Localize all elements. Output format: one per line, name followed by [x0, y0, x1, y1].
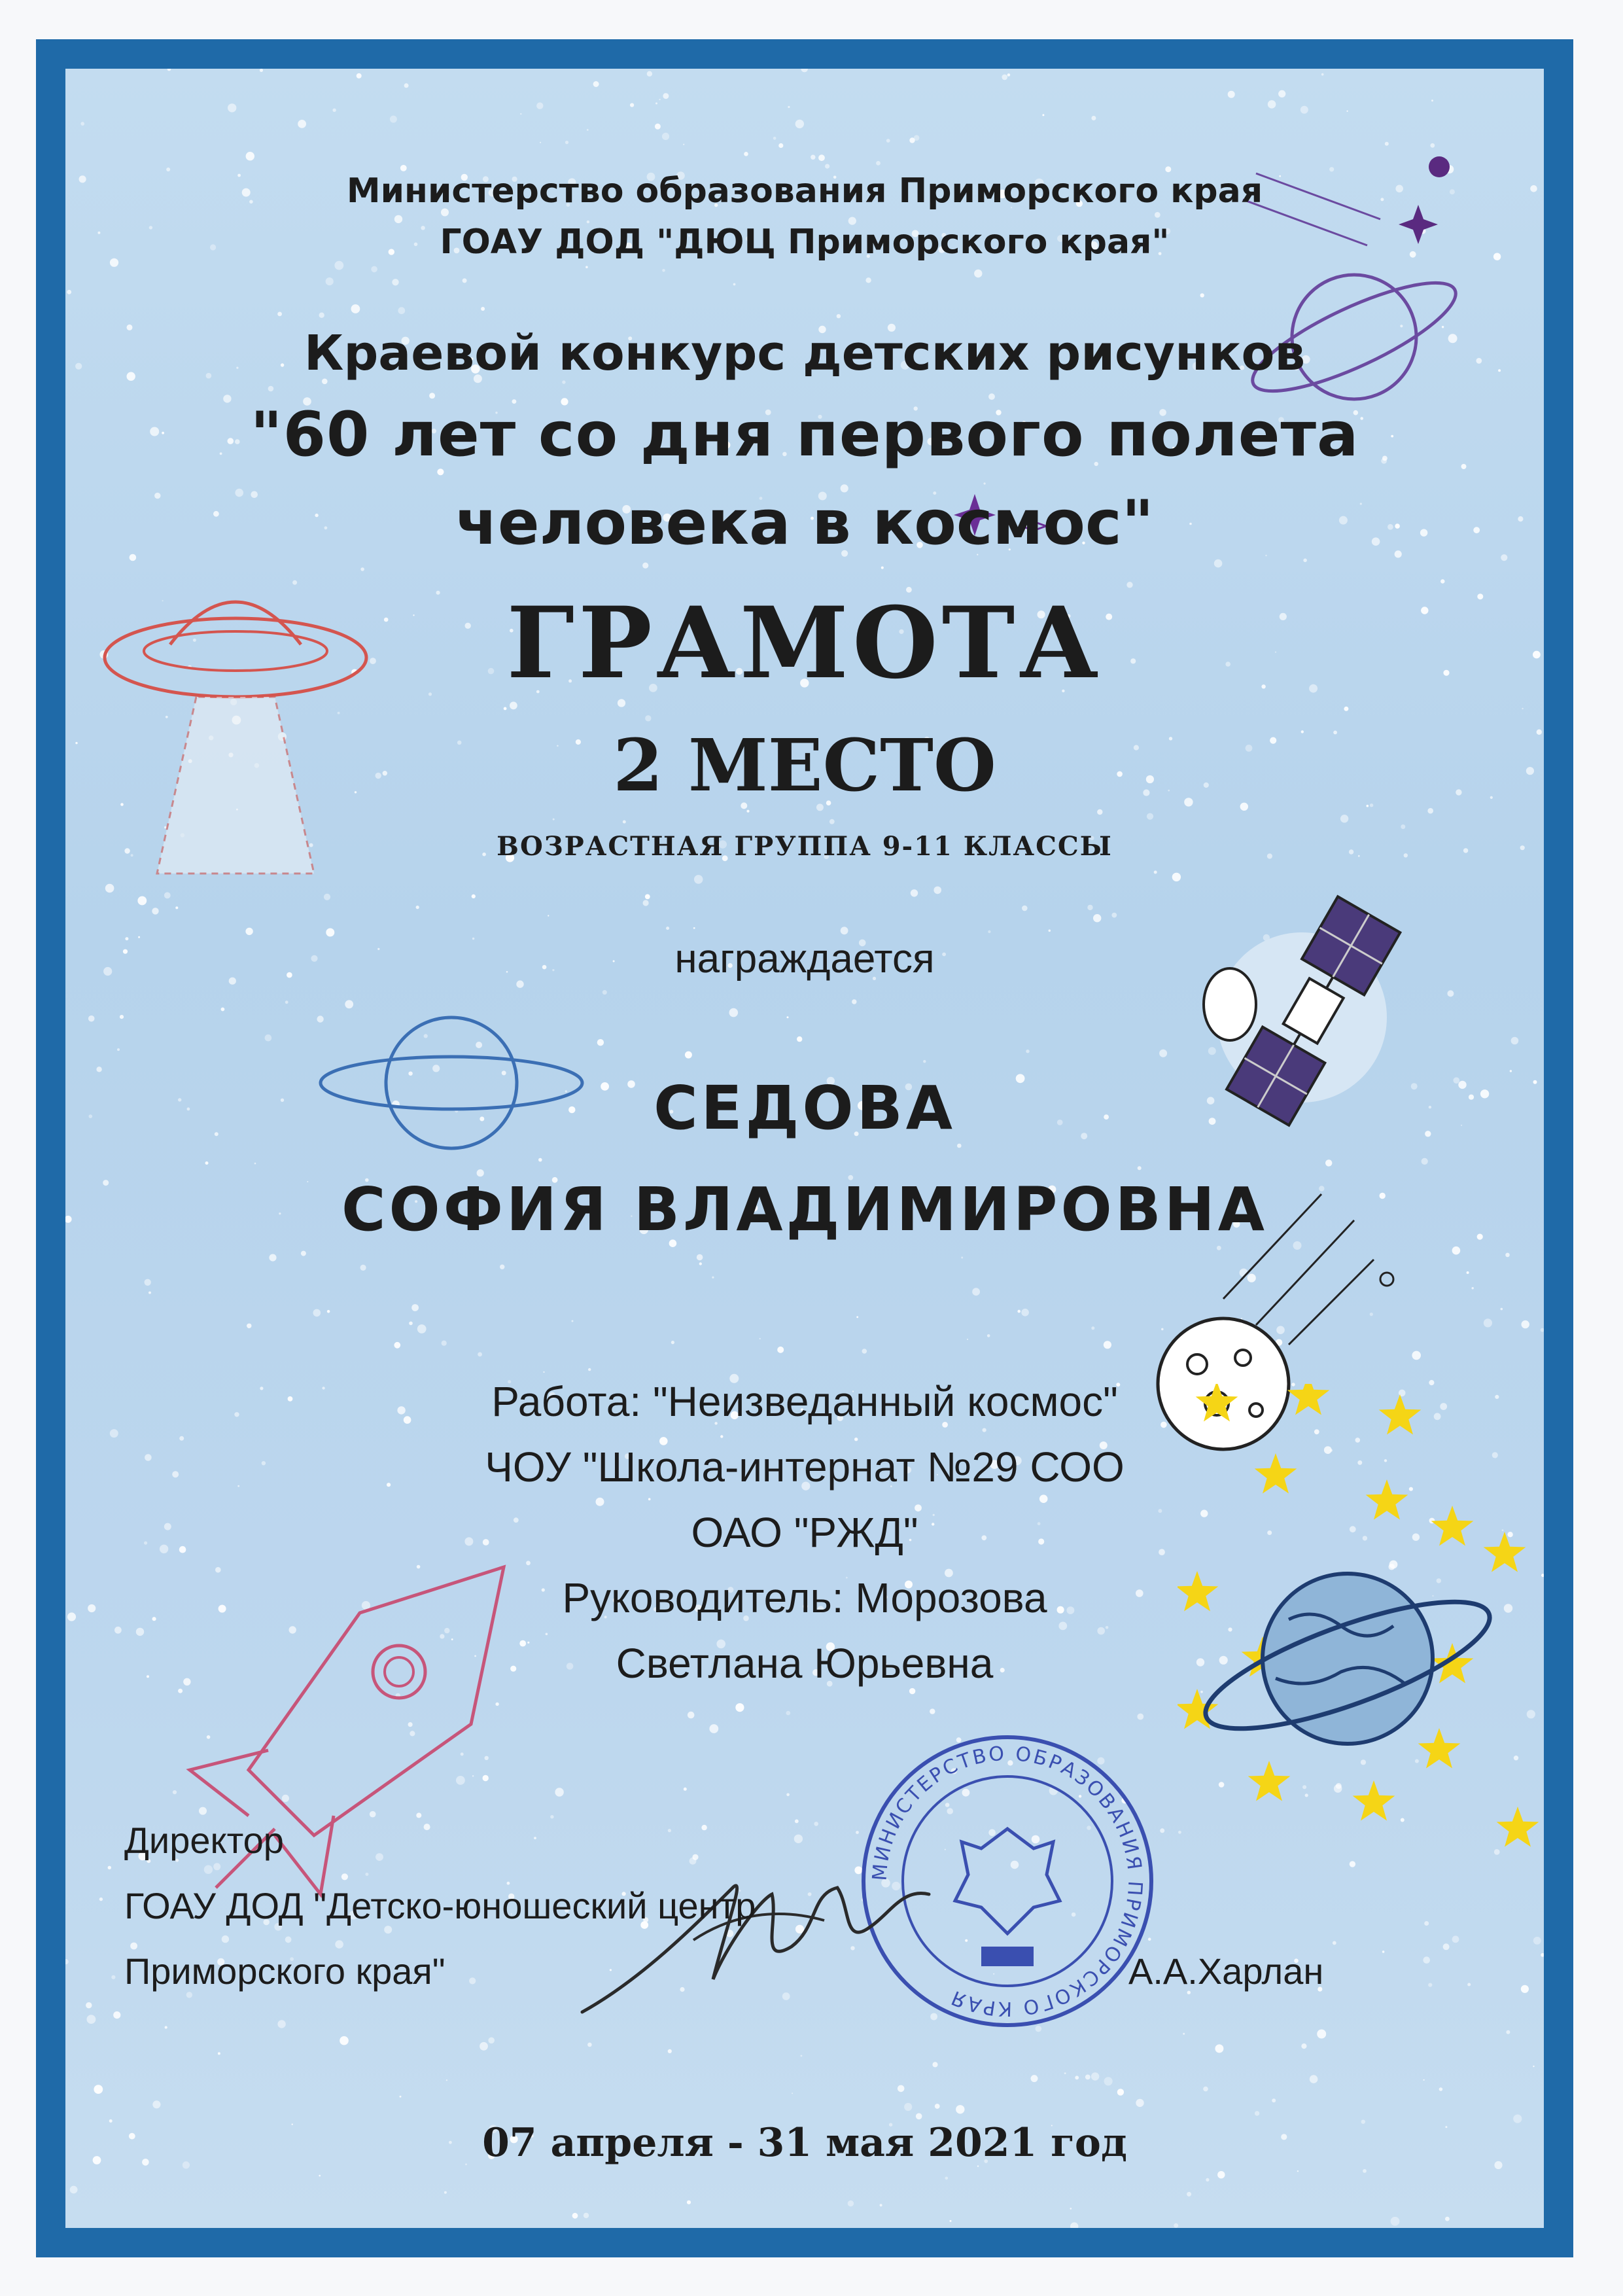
supervisor-line1: Руководитель: Морозова	[562, 1574, 1047, 1621]
director-signature	[563, 1848, 968, 2045]
age-group: ВОЗРАСТНАЯ ГРУППА 9-11 КЛАССЫ	[497, 831, 1113, 862]
school-line2: ОАО "РЖД"	[691, 1509, 918, 1556]
school-line1: ЧОУ "Школа-интернат №29 СОО	[485, 1443, 1125, 1491]
contest-dates: 07 апреля - 31 мая 2021 год	[482, 2120, 1127, 2166]
certificate-frame	[36, 39, 1573, 2257]
yellow-star-icon	[1353, 1780, 1395, 1821]
certificate-title: ГРАМОТА	[506, 586, 1103, 701]
director-title: Директор	[124, 1820, 284, 1861]
yellow-star-icon	[1497, 1807, 1539, 1847]
certificate-background	[65, 69, 1544, 2228]
contest-theme-line2: человека в космос"	[455, 487, 1154, 559]
organization-name: ГОАУ ДОД "ДЮЦ Приморского края"	[440, 222, 1170, 262]
contest-theme-line1: "60 лет со дня первого полета	[250, 399, 1359, 470]
contest-title: Краевой конкурс детских рисунков	[304, 325, 1306, 381]
director-org-line2: Приморского края"	[124, 1951, 445, 1992]
director-org-line1: ГОАУ ДОД "Детско-юношеский центр	[124, 1885, 756, 1926]
recipient-surname: СЕДОВА	[654, 1073, 956, 1143]
supervisor-line2: Светлана Юрьевна	[616, 1640, 994, 1687]
recipient-given-names: СОФИЯ ВЛАДИМИРОВНА	[341, 1174, 1268, 1245]
director-name: А.А.Харлан	[1128, 1951, 1324, 1992]
svg-text:МИНИСТЕРСТВО ОБРАЗОВАНИЯ ПРИМО: МИНИСТЕРСТВО ОБРАЗОВАНИЯ ПРИМОРСКОГО КРАЯ	[868, 1742, 1147, 2021]
award-place: 2 МЕСТО	[613, 723, 996, 807]
ministry-name: Министерство образования Приморского края	[346, 171, 1263, 211]
awarded-text: награждается	[674, 936, 935, 981]
work-title: Работа: "Неизведанный космос"	[491, 1378, 1118, 1425]
